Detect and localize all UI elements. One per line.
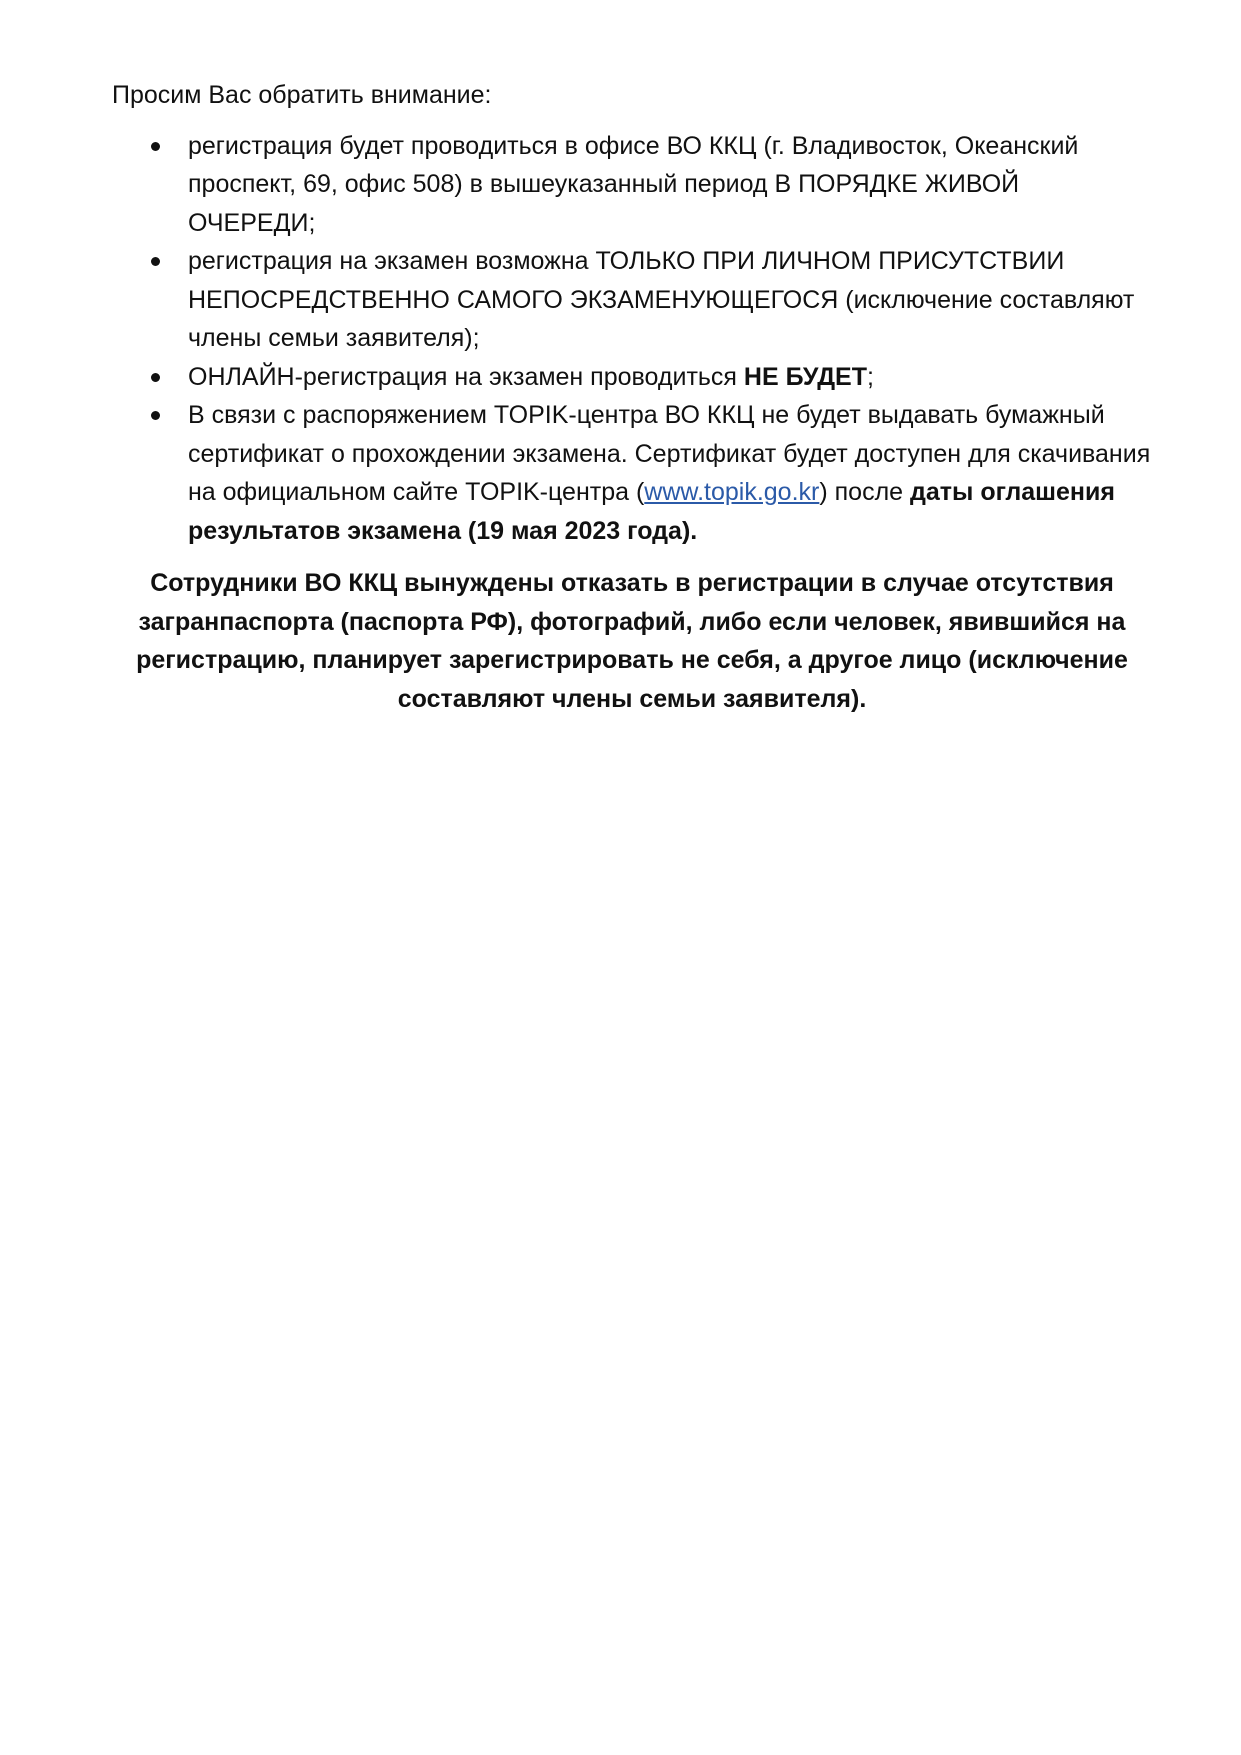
document-content <box>112 76 1152 718</box>
list-item <box>112 242 1152 358</box>
list-item <box>112 396 1152 550</box>
list-item-text: В связи с распоряжением TOPIK-центра ВО ККЦ не будет выдавать бумажный сертификат о прохождении экзамена. Сертификат будет доступен для скачивания на официальном сайте TOPIK-центра ( <box>188 401 1151 506</box>
registration-notice: Сотрудники ВО ККЦ вынуждены отказать в регистрации в случае отсутствия загранпаспорта (паспорта РФ), фотографий, либо если человек, явившийся на регистрацию, планирует зарегистрировать не себя, а другое лицо (исключение составляют члены семьи заявителя). <box>136 569 1128 713</box>
list-item-text: ) после <box>819 478 911 506</box>
bullet-icon <box>151 411 160 420</box>
bullet-icon <box>151 373 160 382</box>
list-item <box>112 127 1152 243</box>
list-item-text: регистрация на экзамен возможна ТОЛЬКО ПРИ ЛИЧНОМ ПРИСУТСТВИИ НЕПОСРЕДСТВЕННО САМОГО ЭКЗАМЕНУЮЩЕГОСЯ (исключение составляют члены семьи заявителя); <box>188 247 1135 352</box>
topik-website-link[interactable]: www.topik.go.kr <box>644 478 820 506</box>
bullet-icon <box>151 257 160 266</box>
list-item-emphasis: даты оглашения результатов экзамена (19 мая 2023 года). <box>188 478 1115 545</box>
list-item-text: ; <box>866 362 874 391</box>
intro-text: Просим Вас обратить внимание: <box>112 81 492 109</box>
list-item-text: регистрация будет проводиться в офисе ВО ККЦ (г. Владивосток, Океанский проспект, 69, офис 508) в вышеуказанный период В ПОРЯДКЕ ЖИВОЙ ОЧЕРЕДИ; <box>188 131 1079 237</box>
bullet-list <box>112 127 1152 551</box>
list-item-emphasis: НЕ БУДЕТ <box>743 362 867 391</box>
list-item-text: ОНЛАЙН-регистрация на экзамен проводиться <box>188 362 744 391</box>
bullet-icon <box>151 142 160 151</box>
list-item <box>112 358 1152 397</box>
